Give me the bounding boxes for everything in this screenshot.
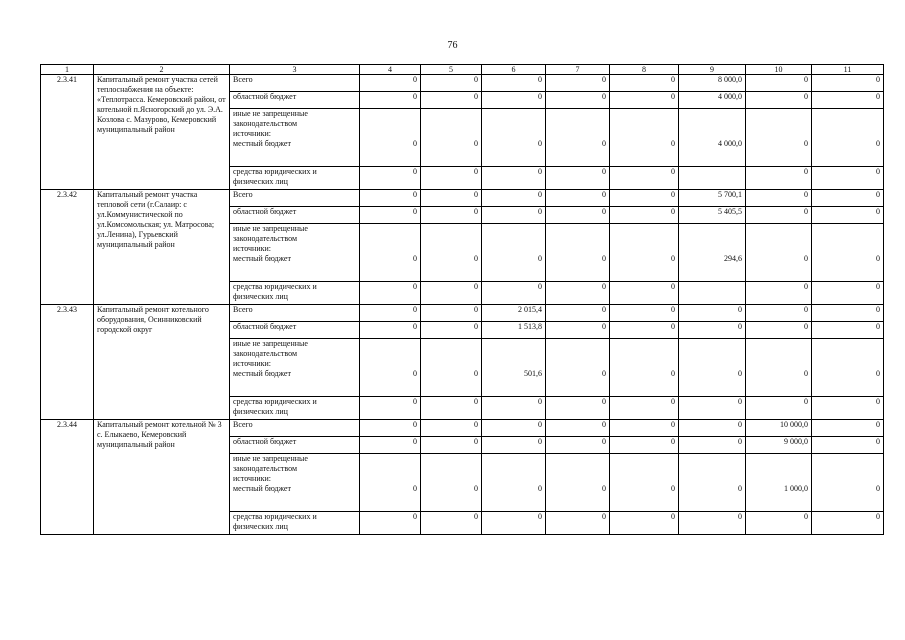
value-cell: 0 [546, 167, 610, 190]
value-cell: 5 405,5 [679, 207, 746, 224]
value-cell: 0 [360, 92, 421, 109]
value-cell: 0 [804, 254, 808, 263]
value-cell-wrap [360, 454, 421, 512]
value-cell: 1 513,8 [482, 322, 546, 339]
value-cell: 0 [610, 207, 679, 224]
value-cell: 0 [482, 420, 546, 437]
value-cell: 0 [746, 397, 812, 420]
value-cell: 0 [738, 369, 742, 378]
value-cell: 0 [602, 254, 606, 263]
value-cell: 294,6 [724, 254, 742, 263]
value-cell: 0 [482, 282, 546, 305]
source-label: физических лиц [233, 407, 288, 416]
value-cell: 0 [546, 305, 610, 322]
value-cell: 0 [812, 420, 884, 437]
value-cell: 0 [546, 420, 610, 437]
value-cell: 2 015,4 [482, 305, 546, 322]
source-label: физических лиц [233, 177, 288, 186]
value-cell: 0 [746, 282, 812, 305]
row-code: 2.3.43 [41, 305, 94, 420]
value-cell: 0 [413, 369, 417, 378]
value-cell: 0 [538, 484, 542, 493]
value-cell-wrap [421, 454, 482, 512]
value-cell-wrap [482, 339, 546, 397]
value-cell: 0 [538, 254, 542, 263]
value-cell: 0 [679, 305, 746, 322]
header-cell: 3 [230, 65, 360, 75]
value-cell: 0 [610, 167, 679, 190]
row-code: 2.3.44 [41, 420, 94, 535]
value-cell: 0 [546, 322, 610, 339]
value-cell: 0 [474, 484, 478, 493]
value-cell: 0 [804, 369, 808, 378]
value-cell: 0 [421, 397, 482, 420]
value-cell-wrap [421, 224, 482, 282]
value-cell: 0 [413, 484, 417, 493]
value-cell: 0 [421, 322, 482, 339]
value-cell: 0 [421, 512, 482, 535]
value-cell: 0 [482, 397, 546, 420]
source-label-group [230, 282, 360, 305]
value-cell: 0 [679, 420, 746, 437]
header-cell: 4 [360, 65, 421, 75]
value-cell-wrap [746, 109, 812, 167]
source-label-group [230, 339, 360, 397]
source-label-group [230, 454, 360, 512]
value-cell: 0 [421, 92, 482, 109]
source-label: иные не запрещенные [233, 339, 308, 348]
value-cell: 0 [876, 139, 880, 148]
source-label: средства юридических и [233, 512, 317, 521]
value-cell [679, 282, 746, 305]
value-cell: 9 000,0 [746, 437, 812, 454]
value-cell: 0 [546, 282, 610, 305]
source-label: источники: [233, 359, 271, 368]
value-cell: 0 [360, 322, 421, 339]
source-label: физических лиц [233, 292, 288, 301]
value-cell: 0 [474, 139, 478, 148]
value-cell: 0 [812, 207, 884, 224]
source-label: иные не запрещенные [233, 109, 308, 118]
value-cell: 0 [610, 92, 679, 109]
value-cell: 0 [546, 75, 610, 92]
header-cell: 2 [94, 65, 230, 75]
value-cell: 0 [546, 190, 610, 207]
value-cell: 0 [360, 437, 421, 454]
source-label-group [230, 109, 360, 167]
value-cell: 0 [746, 207, 812, 224]
value-cell: 5 700,1 [679, 190, 746, 207]
value-cell: 0 [360, 305, 421, 322]
value-cell-wrap [746, 224, 812, 282]
value-cell: 0 [610, 75, 679, 92]
value-cell: 0 [679, 397, 746, 420]
value-cell: 0 [360, 420, 421, 437]
value-cell: 0 [538, 139, 542, 148]
value-cell: 0 [746, 167, 812, 190]
value-cell: 0 [474, 369, 478, 378]
value-cell: 0 [421, 437, 482, 454]
value-cell: 0 [360, 167, 421, 190]
source-label: местный бюджет [233, 369, 291, 378]
source-label: Всего [230, 420, 360, 437]
value-cell: 0 [746, 92, 812, 109]
source-label: источники: [233, 474, 271, 483]
value-cell-wrap [546, 454, 610, 512]
row-code: 2.3.41 [41, 75, 94, 190]
source-label-group [230, 167, 360, 190]
value-cell-wrap [546, 109, 610, 167]
value-cell: 0 [671, 139, 675, 148]
value-cell: 0 [738, 484, 742, 493]
value-cell: 501,6 [524, 369, 542, 378]
source-label: местный бюджет [233, 254, 291, 263]
value-cell: 10 000,0 [746, 420, 812, 437]
value-cell: 0 [746, 322, 812, 339]
value-cell-wrap [812, 224, 884, 282]
value-cell-wrap [610, 339, 679, 397]
table-row [41, 420, 884, 437]
value-cell: 4 000,0 [718, 139, 742, 148]
value-cell: 0 [876, 484, 880, 493]
value-cell: 0 [421, 167, 482, 190]
header-cell: 5 [421, 65, 482, 75]
value-cell-wrap [812, 454, 884, 512]
value-cell-wrap [421, 339, 482, 397]
page-number: 76 [447, 40, 458, 51]
value-cell: 0 [421, 75, 482, 92]
value-cell-wrap [679, 339, 746, 397]
value-cell: 0 [812, 282, 884, 305]
value-cell: 0 [679, 437, 746, 454]
value-cell: 0 [360, 190, 421, 207]
header-cell: 9 [679, 65, 746, 75]
value-cell: 0 [482, 512, 546, 535]
header-cell: 10 [746, 65, 812, 75]
source-label: иные не запрещенные [233, 224, 308, 233]
value-cell: 0 [421, 420, 482, 437]
header-cell: 7 [546, 65, 610, 75]
header-cell: 6 [482, 65, 546, 75]
value-cell: 0 [546, 512, 610, 535]
value-cell: 0 [812, 190, 884, 207]
value-cell: 0 [546, 207, 610, 224]
value-cell: 0 [812, 167, 884, 190]
value-cell: 0 [482, 92, 546, 109]
value-cell-wrap [482, 109, 546, 167]
source-label: местный бюджет [233, 484, 291, 493]
table-row [41, 190, 884, 207]
value-cell-wrap [360, 224, 421, 282]
value-cell: 0 [360, 282, 421, 305]
value-cell: 0 [876, 369, 880, 378]
value-cell: 0 [546, 437, 610, 454]
value-cell: 0 [482, 437, 546, 454]
value-cell: 0 [482, 75, 546, 92]
value-cell: 0 [610, 282, 679, 305]
value-cell: 0 [812, 305, 884, 322]
source-label: Всего [230, 75, 360, 92]
source-label: Всего [230, 305, 360, 322]
value-cell: 0 [671, 254, 675, 263]
source-label: законодательством [233, 119, 298, 128]
row-title: Капитальный ремонт котельного оборудования, Осинниковский городской округ [94, 305, 230, 420]
value-cell: 0 [876, 254, 880, 263]
value-cell: 0 [812, 437, 884, 454]
value-cell: 0 [602, 139, 606, 148]
value-cell-wrap [812, 339, 884, 397]
value-cell: 0 [610, 322, 679, 339]
source-label: местный бюджет [233, 139, 291, 148]
value-cell: 0 [482, 167, 546, 190]
source-label: областной бюджет [230, 207, 360, 224]
value-cell-wrap [360, 109, 421, 167]
value-cell: 0 [413, 254, 417, 263]
value-cell: 0 [421, 190, 482, 207]
value-cell-wrap [679, 454, 746, 512]
value-cell: 0 [679, 512, 746, 535]
row-title: Капитальный ремонт участка сетей теплоснабжения на объекте: «Теплотрасса. Кемеровский район, от котельной п.Ясногорский до ул. Э.А. Козлова с. Мазурово, Кемеровский муниципальный район [94, 75, 230, 190]
value-cell: 0 [812, 322, 884, 339]
value-cell: 0 [610, 512, 679, 535]
source-label: законодательством [233, 464, 298, 473]
value-cell: 1 000,0 [784, 484, 808, 493]
value-cell: 0 [610, 437, 679, 454]
value-cell: 0 [360, 397, 421, 420]
budget-table [40, 64, 884, 535]
value-cell: 0 [610, 190, 679, 207]
value-cell: 0 [474, 254, 478, 263]
value-cell: 0 [610, 397, 679, 420]
row-title: Капитальный ремонт котельной № 3 с. Елыкаево, Кемеровский муниципальный район [94, 420, 230, 535]
header-cell: 1 [41, 65, 94, 75]
value-cell: 0 [746, 75, 812, 92]
source-label: средства юридических и [233, 167, 317, 176]
value-cell: 0 [812, 92, 884, 109]
value-cell: 0 [360, 207, 421, 224]
value-cell: 0 [482, 190, 546, 207]
value-cell-wrap [610, 224, 679, 282]
value-cell: 0 [421, 282, 482, 305]
value-cell: 4 000,0 [679, 92, 746, 109]
value-cell-wrap [546, 224, 610, 282]
value-cell: 0 [746, 305, 812, 322]
value-cell: 0 [482, 207, 546, 224]
value-cell: 0 [360, 512, 421, 535]
source-label: средства юридических и [233, 397, 317, 406]
value-cell: 0 [602, 484, 606, 493]
value-cell-wrap [421, 109, 482, 167]
header-cell: 11 [812, 65, 884, 75]
value-cell-wrap [679, 109, 746, 167]
source-label: законодательством [233, 349, 298, 358]
table-row [41, 75, 884, 92]
source-label: иные не запрещенные [233, 454, 308, 463]
source-label: Всего [230, 190, 360, 207]
source-label: областной бюджет [230, 322, 360, 339]
source-label: областной бюджет [230, 92, 360, 109]
value-cell-wrap [482, 454, 546, 512]
source-label: областной бюджет [230, 437, 360, 454]
value-cell-wrap [610, 109, 679, 167]
value-cell: 0 [413, 139, 417, 148]
value-cell-wrap [746, 339, 812, 397]
table-row [41, 305, 884, 322]
value-cell: 0 [546, 397, 610, 420]
source-label: законодательством [233, 234, 298, 243]
value-cell-wrap [360, 339, 421, 397]
value-cell [679, 167, 746, 190]
value-cell: 0 [602, 369, 606, 378]
source-label: физических лиц [233, 522, 288, 531]
header-cell: 8 [610, 65, 679, 75]
value-cell-wrap [610, 454, 679, 512]
value-cell: 0 [546, 92, 610, 109]
value-cell: 0 [804, 139, 808, 148]
value-cell: 0 [812, 397, 884, 420]
source-label-group [230, 397, 360, 420]
source-label: средства юридических и [233, 282, 317, 291]
source-label-group [230, 512, 360, 535]
value-cell: 0 [812, 512, 884, 535]
value-cell: 0 [421, 207, 482, 224]
value-cell-wrap [482, 224, 546, 282]
value-cell-wrap [746, 454, 812, 512]
value-cell: 0 [360, 75, 421, 92]
value-cell-wrap [812, 109, 884, 167]
value-cell: 0 [746, 190, 812, 207]
source-label: источники: [233, 129, 271, 138]
source-label: источники: [233, 244, 271, 253]
value-cell: 0 [746, 512, 812, 535]
row-code: 2.3.42 [41, 190, 94, 305]
value-cell-wrap [546, 339, 610, 397]
value-cell: 0 [610, 305, 679, 322]
value-cell: 0 [610, 420, 679, 437]
value-cell: 0 [671, 369, 675, 378]
value-cell-wrap [679, 224, 746, 282]
value-cell: 0 [421, 305, 482, 322]
value-cell: 0 [679, 322, 746, 339]
source-label-group [230, 224, 360, 282]
value-cell: 0 [671, 484, 675, 493]
value-cell: 8 000,0 [679, 75, 746, 92]
row-title: Капитальный ремонт участка тепловой сети (г.Салаир: с ул.Коммунистической по ул.Комсомольская; ул. Матросова; ул.Ленина), Гурьевский муниципальный район [94, 190, 230, 305]
header-row [41, 65, 884, 75]
value-cell: 0 [812, 75, 884, 92]
